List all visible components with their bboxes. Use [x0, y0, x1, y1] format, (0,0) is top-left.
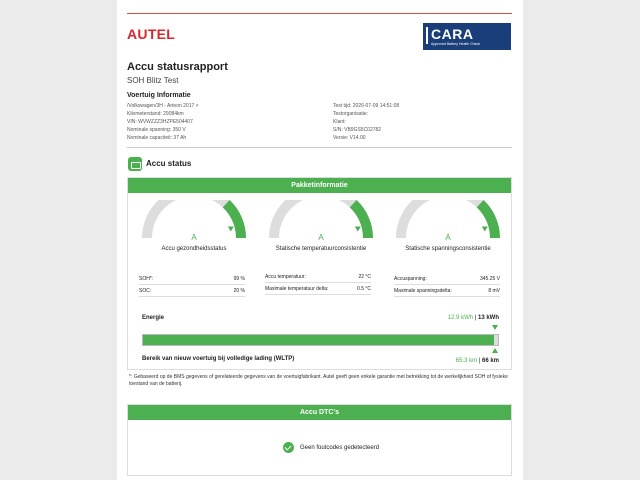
- energy-marker-icon: [492, 325, 498, 330]
- autel-logo: AUTEL: [127, 26, 176, 42]
- kv-row: [139, 285, 245, 297]
- vehicle-info-line: Nominale spanning: 350 V: [127, 127, 186, 133]
- dtc-section: [127, 404, 512, 476]
- section-divider: [127, 147, 512, 148]
- cara-badge: [423, 23, 511, 50]
- kv-row: [265, 283, 371, 295]
- page-title: Accu statusrapport: [127, 61, 228, 73]
- cara-subtitle: Approved Battery Health Check: [431, 42, 481, 46]
- pakket-info-header: Pakketinformatie: [128, 178, 511, 193]
- range-value: [456, 358, 499, 364]
- kv-row: [265, 271, 371, 283]
- gauge-label: Statische temperatuurconsistentie: [275, 246, 367, 252]
- range-separator: |: [478, 358, 481, 364]
- kv-row: [394, 285, 500, 297]
- vehicle-info-line: Testorganisatie:: [333, 111, 369, 117]
- energy-current: 12.9 kWh: [447, 315, 474, 321]
- energy-value: [448, 315, 499, 321]
- kv-key: Maximale spanningsdelta:: [394, 288, 452, 294]
- vehicle-info-line: Test tijd: 2026-07-09 14:51:08: [333, 103, 400, 109]
- energy-label: Energie: [142, 315, 165, 321]
- energy-separator: |: [474, 315, 477, 321]
- kv-value: 22 °C: [358, 274, 371, 280]
- footnote: *: Gebaseerd op de BMS gegevens of gerelateerde gegevens van de voertuigfabrikant. Autel geeft geen enkele garantie met betrekking tot de werkelijkheid SOH of fysieke toestand van de batterij.: [129, 374, 508, 387]
- gauge-label: Accu gezondheidsstatus: [161, 246, 227, 252]
- kv-key: Accu temperatuur:: [265, 274, 306, 280]
- kv-value: 8 mV: [488, 288, 500, 294]
- vehicle-info-line: Versie: V14.00: [333, 135, 366, 141]
- vehicle-info-left: [127, 102, 199, 142]
- kv-key: Accuspanning:: [394, 276, 427, 282]
- dtc-status: Geen foutcodes gedetecteerd: [300, 445, 380, 451]
- kv-key: SOC:: [139, 288, 152, 294]
- vehicle-info-line: /Volkswagen/3H - Arteon 2017 >: [127, 103, 199, 109]
- energy-total: 13 kWh: [477, 315, 499, 321]
- kv-key: Maximale temperatuur delta:: [265, 286, 329, 292]
- cara-bar-icon: [426, 27, 428, 44]
- gauge-label: Statische spanningsconsistentie: [405, 246, 491, 252]
- report-page: [117, 0, 523, 480]
- range-total: 66 km: [481, 358, 499, 364]
- vehicle-info-line: Nominale capaciteit: 37 Ah: [127, 135, 187, 141]
- range-label: Bereik van nieuw voertuig bij volledige lading (WLTP): [142, 356, 295, 362]
- kv-soh-table: [139, 273, 245, 297]
- vehicle-info-line: S/N: VB9GS5C02782: [333, 127, 382, 133]
- pakket-info-section: [127, 177, 512, 370]
- cara-title: CARA: [431, 26, 474, 42]
- kv-key: SOH*:: [139, 276, 154, 282]
- gauge-grade: A: [445, 233, 451, 242]
- gauge-grade: A: [318, 233, 324, 242]
- vehicle-info-line: Klant:: [333, 119, 346, 125]
- vehicle-info-right: [333, 102, 399, 142]
- kv-voltage-table: [394, 273, 500, 297]
- page-subtitle: SOH Blitz Test: [127, 76, 179, 85]
- kv-value: 345.25 V: [479, 276, 500, 282]
- battery-icon: [128, 157, 142, 171]
- top-divider: [127, 13, 512, 14]
- energy-bar-fill: [143, 335, 494, 345]
- vehicle-info-heading: Voertuig Informatie: [127, 92, 191, 99]
- kv-value: 99 %: [233, 276, 245, 282]
- dtc-header: Accu DTC's: [128, 405, 511, 420]
- vehicle-info-line: VIN: WVWZZZ3HZPE504407: [127, 119, 193, 125]
- vehicle-info-line: Kilometerstand: 29084km: [127, 111, 184, 117]
- accu-status-title: Accu status: [146, 159, 192, 168]
- range-current: 65.3 km: [455, 358, 478, 364]
- gauge-grade: A: [191, 233, 197, 242]
- kv-row: [394, 273, 500, 285]
- kv-value: 20 %: [233, 288, 245, 294]
- kv-value: 0.5 °C: [357, 286, 371, 292]
- kv-row: [139, 273, 245, 285]
- kv-temp-table: [265, 271, 371, 295]
- energy-bar: [142, 334, 499, 346]
- range-marker-icon: [492, 348, 498, 353]
- checkmark-icon: [283, 442, 294, 453]
